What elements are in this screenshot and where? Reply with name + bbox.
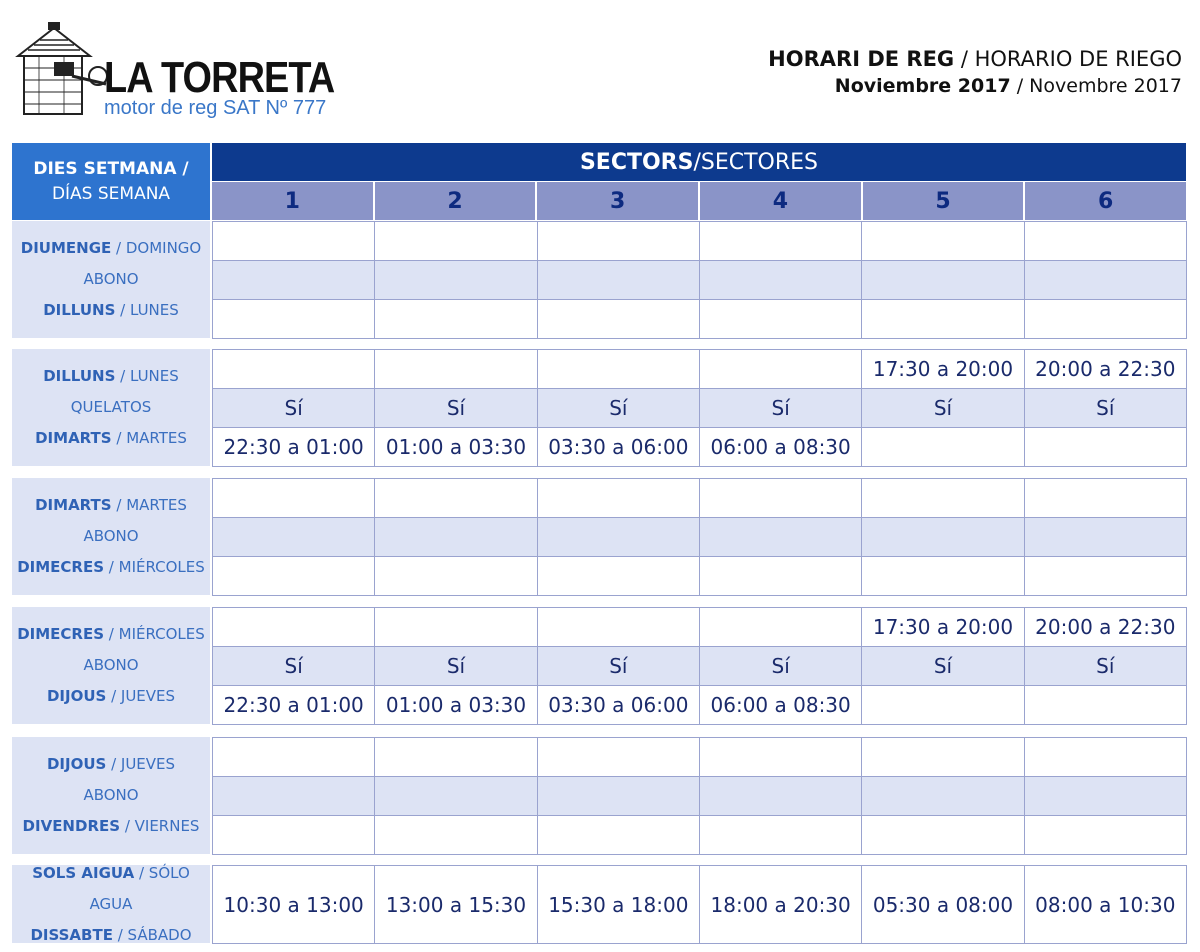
table-cell: Sí: [537, 388, 700, 428]
table-cell: 20:00 a 22:30: [1024, 607, 1187, 647]
day-label-separator: /: [115, 301, 130, 319]
table-cell: Sí: [212, 646, 375, 686]
table-row: [212, 517, 1186, 556]
table-cell: [374, 349, 537, 389]
day-label: [47, 681, 175, 712]
table-cell: [212, 607, 375, 647]
table-cell: 22:30 a 01:00: [212, 427, 375, 467]
table-cell: [212, 776, 375, 816]
table-cell: Sí: [537, 646, 700, 686]
day-label-spanish: MIÉRCOLES: [118, 558, 205, 576]
brand-name: LA TORRETA: [104, 53, 335, 102]
table-row: [212, 685, 1186, 724]
day-label-spanish: MARTES: [126, 496, 187, 514]
sectors-header: [212, 143, 1186, 181]
day-label-box: [12, 349, 210, 466]
table-cell: [537, 737, 700, 777]
sectors-header-catalan: SECTORS: [579, 149, 694, 175]
table-cell: [537, 556, 700, 596]
table-cell: [374, 607, 537, 647]
table-row: [212, 260, 1186, 299]
schedule-cells: [212, 349, 1186, 466]
day-label-separator: /: [106, 755, 121, 773]
day-label: [12, 858, 210, 920]
table-cell: [212, 517, 375, 557]
table-cell: [699, 556, 862, 596]
table-cell: [1024, 517, 1187, 557]
schedule-cells: [212, 607, 1186, 724]
day-label-spanish: JUEVES: [120, 687, 176, 705]
day-label-catalan: DIJOUS: [46, 755, 107, 773]
day-label: [43, 361, 179, 392]
day-label: [17, 552, 205, 583]
table-cell: [699, 299, 862, 339]
table-cell: 06:00 a 08:30: [699, 685, 862, 725]
day-label-spanish: SÓLO AGUA: [89, 863, 190, 913]
table-cell: Sí: [699, 388, 862, 428]
day-label-separator: /: [112, 925, 128, 944]
day-label-catalan: DIMECRES: [17, 625, 105, 643]
table-row: [212, 221, 1186, 260]
day-label: [83, 780, 138, 811]
day-label-spanish: ABONO: [83, 656, 139, 674]
day-label: [83, 264, 138, 295]
table-cell: [861, 478, 1024, 518]
table-cell: [861, 427, 1024, 467]
day-label-spanish: JUEVES: [120, 755, 176, 773]
table-cell: [212, 349, 375, 389]
table-cell: [374, 299, 537, 339]
month-separator: /: [1010, 75, 1030, 98]
table-cell: [699, 221, 862, 261]
day-label-separator: /: [104, 558, 119, 576]
day-label-spanish: VIERNES: [134, 817, 200, 835]
day-label-box: [12, 737, 210, 854]
day-label-separator: /: [115, 367, 130, 385]
table-cell: 01:00 a 03:30: [374, 685, 537, 725]
day-label: [35, 490, 187, 521]
days-header-catalan: DIES SETMANA /: [33, 158, 189, 179]
table-cell: [374, 737, 537, 777]
table-cell: Sí: [699, 646, 862, 686]
table-cell: [699, 260, 862, 300]
day-label-box: [12, 865, 210, 943]
day-label-spanish: LUNES: [129, 367, 179, 385]
table-cell: [537, 478, 700, 518]
table-cell: [212, 815, 375, 855]
table-cell: [374, 221, 537, 261]
table-cell: [374, 815, 537, 855]
title-catalan: HORARI DE REG: [768, 47, 955, 71]
table-cell: [861, 776, 1024, 816]
table-cell: 06:00 a 08:30: [699, 427, 862, 467]
day-label-catalan: SOLS AIGUA: [32, 863, 135, 882]
day-label-catalan: DILLUNS: [43, 301, 116, 319]
table-cell: [537, 349, 700, 389]
table-cell: [537, 221, 700, 261]
day-label-catalan: DIMARTS: [35, 429, 112, 447]
day-label-spanish: LUNES: [129, 301, 179, 319]
day-label-catalan: DIMECRES: [17, 558, 105, 576]
table-cell: [374, 517, 537, 557]
schedule-cells: [212, 478, 1186, 595]
table-cell: 03:30 a 06:00: [537, 427, 700, 467]
day-label-catalan: DIVENDRES: [22, 817, 121, 835]
table-cell: Sí: [1024, 646, 1187, 686]
day-label-separator: /: [120, 817, 135, 835]
day-label-spanish: ABONO: [83, 527, 139, 545]
table-cell: [537, 299, 700, 339]
day-label-box: [12, 478, 210, 595]
table-row: [212, 776, 1186, 815]
day-label: [47, 749, 175, 780]
table-cell: [212, 737, 375, 777]
table-row: [212, 865, 1186, 943]
day-label: [83, 521, 138, 552]
table-cell: [1024, 776, 1187, 816]
sector-number-1: 1: [212, 182, 375, 220]
table-cell: [861, 737, 1024, 777]
day-label-spanish: MIÉRCOLES: [118, 625, 205, 643]
table-cell: [861, 517, 1024, 557]
table-cell: [537, 517, 700, 557]
day-label: [23, 811, 200, 842]
table-cell: [537, 607, 700, 647]
schedule-cells: [212, 865, 1186, 943]
day-label-separator: /: [111, 429, 127, 447]
table-row: [212, 646, 1186, 685]
day-label: [43, 295, 179, 326]
day-label-box: [12, 607, 210, 724]
day-label: [35, 423, 187, 454]
table-cell: Sí: [861, 388, 1024, 428]
sectors-header-separator: /: [693, 149, 701, 175]
sectors-header-spanish: SECTORES: [700, 149, 819, 175]
table-row: [212, 388, 1186, 427]
table-cell: [212, 556, 375, 596]
table-cell: [699, 737, 862, 777]
table-row: [212, 737, 1186, 776]
day-label: [83, 650, 138, 681]
day-label: [21, 233, 201, 264]
schedule-cells: [212, 737, 1186, 854]
day-label-box: [12, 221, 210, 338]
table-cell: Sí: [861, 646, 1024, 686]
table-cell: 13:00 a 15:30: [374, 865, 537, 944]
table-row: [212, 607, 1186, 646]
day-label-catalan: DILLUNS: [43, 367, 116, 385]
table-cell: [537, 776, 700, 816]
day-label-catalan: DISSABTE: [30, 925, 113, 944]
table-cell: 18:00 a 20:30: [699, 865, 862, 944]
table-cell: [374, 776, 537, 816]
table-cell: [1024, 815, 1187, 855]
day-label-spanish: DOMINGO: [125, 239, 202, 257]
month-spanish: Noviembre 2017: [834, 75, 1011, 98]
day-label-separator: /: [106, 687, 121, 705]
day-label-separator: /: [134, 863, 149, 882]
days-header-spanish: DÍAS SEMANA: [51, 183, 171, 204]
day-label-separator: /: [111, 239, 126, 257]
days-column-header: [12, 143, 210, 220]
table-cell: [699, 815, 862, 855]
table-cell: [212, 299, 375, 339]
day-label-spanish: MARTES: [126, 429, 187, 447]
table-cell: [861, 556, 1024, 596]
day-label-catalan: DIJOUS: [46, 687, 107, 705]
title-separator: /: [954, 47, 975, 71]
sector-number-6: 6: [1025, 182, 1186, 220]
table-cell: 22:30 a 01:00: [212, 685, 375, 725]
sector-number-4: 4: [700, 182, 863, 220]
table-cell: [1024, 427, 1187, 467]
day-label: [71, 392, 152, 423]
table-cell: 17:30 a 20:00: [861, 349, 1024, 389]
table-cell: [1024, 737, 1187, 777]
table-cell: 17:30 a 20:00: [861, 607, 1024, 647]
table-cell: [374, 556, 537, 596]
table-cell: [861, 260, 1024, 300]
table-cell: [699, 349, 862, 389]
table-cell: [1024, 299, 1187, 339]
sector-number-row: [212, 182, 1186, 220]
day-label: [30, 920, 191, 951]
table-row: [212, 349, 1186, 388]
table-row: [212, 299, 1186, 338]
table-cell: 05:30 a 08:00: [861, 865, 1024, 944]
table-cell: [212, 260, 375, 300]
table-cell: [212, 221, 375, 261]
table-cell: [1024, 556, 1187, 596]
sector-number-3: 3: [537, 182, 700, 220]
table-row: [212, 815, 1186, 854]
month-catalan: Novembre 2017: [1029, 75, 1182, 98]
table-cell: [374, 260, 537, 300]
table-row: [212, 556, 1186, 595]
day-label-spanish: ABONO: [83, 786, 139, 804]
table-cell: 20:00 a 22:30: [1024, 349, 1187, 389]
sector-number-5: 5: [863, 182, 1026, 220]
table-cell: 10:30 a 13:00: [212, 865, 375, 944]
table-cell: [1024, 260, 1187, 300]
table-cell: Sí: [374, 646, 537, 686]
day-label: [17, 619, 205, 650]
schedule-cells: [212, 221, 1186, 338]
table-cell: 08:00 a 10:30: [1024, 865, 1187, 944]
table-cell: 01:00 a 03:30: [374, 427, 537, 467]
table-row: [212, 478, 1186, 517]
table-cell: Sí: [1024, 388, 1187, 428]
sector-number-2: 2: [375, 182, 538, 220]
day-label-separator: /: [111, 496, 127, 514]
table-cell: [212, 478, 375, 518]
table-cell: [1024, 685, 1187, 725]
title-spanish: HORARIO DE RIEGO: [974, 47, 1182, 71]
table-cell: 15:30 a 18:00: [537, 865, 700, 944]
table-cell: [861, 221, 1024, 261]
day-label-spanish: ABONO: [83, 270, 139, 288]
table-cell: Sí: [374, 388, 537, 428]
table-cell: [537, 260, 700, 300]
table-cell: [699, 517, 862, 557]
day-label-spanish: QUELATOS: [70, 398, 152, 416]
day-label-catalan: DIMARTS: [35, 496, 112, 514]
table-cell: [1024, 221, 1187, 261]
table-cell: [861, 815, 1024, 855]
table-cell: 03:30 a 06:00: [537, 685, 700, 725]
day-label-separator: /: [104, 625, 119, 643]
day-label-spanish: SÁBADO: [127, 925, 192, 944]
table-cell: [699, 478, 862, 518]
table-cell: [861, 685, 1024, 725]
table-cell: [861, 299, 1024, 339]
table-cell: [537, 815, 700, 855]
table-row: [212, 427, 1186, 466]
table-cell: [699, 607, 862, 647]
table-cell: [374, 478, 537, 518]
day-label-catalan: DIUMENGE: [20, 239, 112, 257]
table-cell: Sí: [212, 388, 375, 428]
table-cell: [699, 776, 862, 816]
table-cell: [1024, 478, 1187, 518]
brand-subtitle: motor de reg SAT Nº 777: [104, 97, 327, 119]
